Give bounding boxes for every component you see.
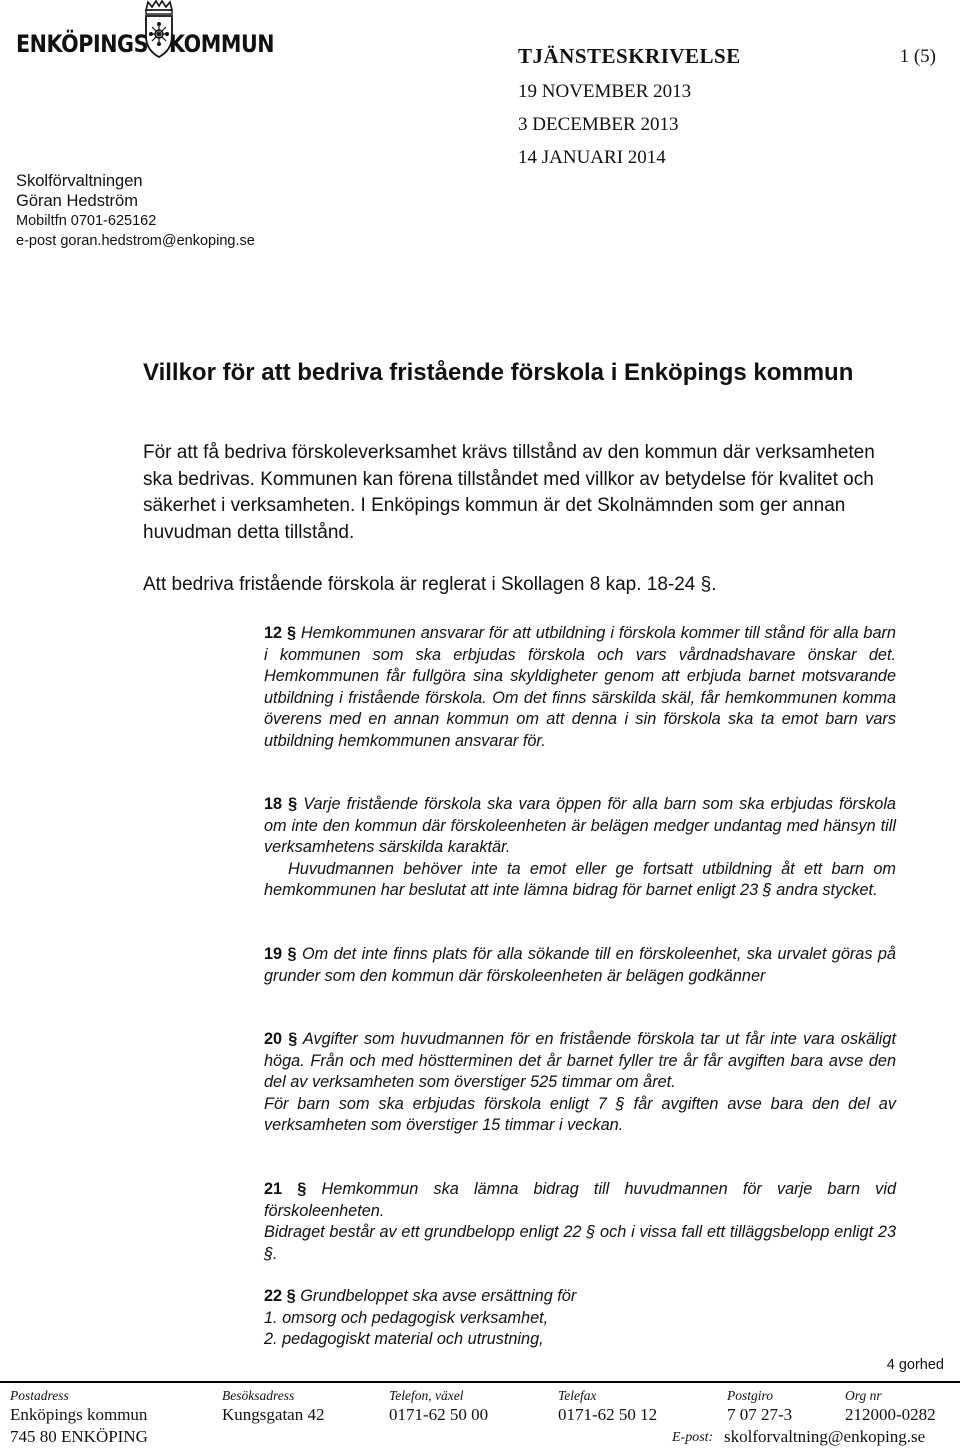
footer-email-label: E-post:	[672, 1430, 714, 1445]
footer-header-orgnr: Org nr	[845, 1388, 882, 1403]
section-20	[264, 1029, 896, 1137]
section-number: 12 §	[264, 624, 297, 642]
footer-orgnr: 212000-0282	[845, 1405, 936, 1424]
section-21	[264, 1179, 896, 1265]
section-19	[264, 944, 896, 987]
date-3: 14 JANUARI 2014	[518, 147, 666, 168]
document-title: Villkor för att bedriva fristående förskola i Enköpings kommun	[143, 359, 854, 386]
footer-header-telefax: Telefax	[558, 1388, 597, 1403]
section-number: 18 §	[264, 795, 298, 813]
municipality-logo	[16, 0, 286, 62]
law-reference: Att bedriva fristående förskola är reglerat i Skollagen 8 kap. 18-24 §.	[143, 574, 717, 595]
section-text: Varje fristående förskola ska vara öppen för alla barn som ska erbjudas förskola om inte den kommun där förskoleenheten är belägen medger undantag med hänsyn till verksamhetens särskilda karaktär.	[264, 795, 896, 856]
sender-department: Skolförvaltningen	[16, 172, 143, 190]
footer-postadress-1: Enköpings kommun	[10, 1405, 148, 1424]
list-item-2: 2. pedagogiskt material och utrustning,	[264, 1330, 544, 1348]
sender-phone: Mobiltfn 0701-625162	[16, 213, 157, 229]
section-22	[264, 1286, 896, 1351]
section-12	[264, 623, 896, 752]
list-item-1: 1. omsorg och pedagogisk verksamhet,	[264, 1308, 549, 1327]
date-1: 19 NOVEMBER 2013	[518, 81, 692, 102]
footer-telefon: 0171-62 50 00	[389, 1405, 489, 1424]
section-text-2: Bidraget består av ett grundbelopp enligt 22 § och i vissa fall ett tilläggsbelopp enligt 23 §.	[264, 1223, 896, 1263]
intro-paragraph: För att få bedriva förskoleverksamhet krävs tillstånd av den kommun där verksamheten ska bedrivas. Kommunen kan förena tillståndet med villkor av betydelse för kvalitet och säkerhet i verksamheten. I Enköpings kommun är det Skolnämnden som ger annan huvudman detta tillstånd.	[143, 442, 875, 543]
section-text-2: För barn som ska erbjudas förskola enligt 7 § får avgiften avse bara den del av verksamheten som överstiger 15 timmar i veckan.	[264, 1094, 896, 1134]
footer-postgiro: 7 07 27-3	[727, 1405, 793, 1424]
footer-header-besoksadress: Besöksadress	[222, 1388, 295, 1403]
page-number: 1 (5)	[899, 46, 936, 67]
section-number: 20 §	[264, 1030, 298, 1048]
section-number: 22 §	[264, 1287, 296, 1305]
section-text: Om det inte finns plats för alla sökande till en förskoleenhet, ska urvalet göras på grunder som den kommun där förskoleenheten är belägen godkänner	[264, 945, 896, 985]
date-2: 3 DECEMBER 2013	[518, 114, 679, 135]
document-type: TJÄNSTESKRIVELSE	[518, 44, 741, 68]
section-number: 19 §	[264, 945, 297, 963]
logo-text-right: KOMMUN	[169, 30, 275, 58]
margin-note: 4 gorhed	[886, 1357, 944, 1373]
footer-divider	[0, 1381, 960, 1383]
logo-text-left: ENKÖPINGS	[16, 30, 149, 58]
sender-block	[16, 171, 255, 251]
section-text: Grundbeloppet ska avse ersättning för	[300, 1287, 577, 1305]
sender-name: Göran Hedström	[16, 192, 138, 210]
section-text-2: Huvudmannen behöver inte ta emot eller ge fortsatt utbildning åt ett barn om hemkommunen har beslutat att inte lämna bidrag för barnet enligt 23 § andra stycket.	[264, 859, 896, 899]
footer-besoksadress: Kungsgatan 42	[222, 1405, 325, 1424]
footer-header-postgiro: Postgiro	[727, 1388, 774, 1403]
footer-header-telefon: Telefon, växel	[389, 1388, 464, 1403]
footer-header-postadress: Postadress	[10, 1388, 69, 1403]
section-text: Hemkommun ska lämna bidrag till huvudmannen för varje barn vid förskoleenheten.	[264, 1180, 896, 1220]
footer-postadress-2: 745 80 ENKÖPING	[10, 1427, 148, 1446]
section-text: Avgifter som huvudmannen för en fristående förskola tar ut får inte vara oskäligt höga. Från och med höstterminen det år barnet fyller tre år får avgiften bara avse den del av verksamheten som överstiger 525 timmar om året.	[264, 1030, 896, 1091]
sender-email: e-post goran.hedstrom@enkoping.se	[16, 233, 255, 249]
section-text: Hemkommunen ansvarar för att utbildning i förskola kommer till stånd för alla barn i kommunen som ska erbjudas förskola och vars vårdnadshavare önskar det. Hemkommunen får fullgöra sina skyldigheter genom att erbjuda barnet motsvarande utbildning i fristående förskola. Om det finns särskilda skäl, får hemkommunen komma överens med en annan kommun om att denna i sin förskola ska ta emot barn vars utbildning hemkommunen ansvarar för.	[264, 624, 896, 750]
date-list	[518, 75, 691, 174]
section-number: 21 §	[264, 1180, 307, 1198]
section-18	[264, 794, 896, 902]
footer-email[interactable]: skolforvaltning@enkoping.se	[724, 1427, 926, 1446]
footer-telefax: 0171-62 50 12	[558, 1405, 658, 1424]
